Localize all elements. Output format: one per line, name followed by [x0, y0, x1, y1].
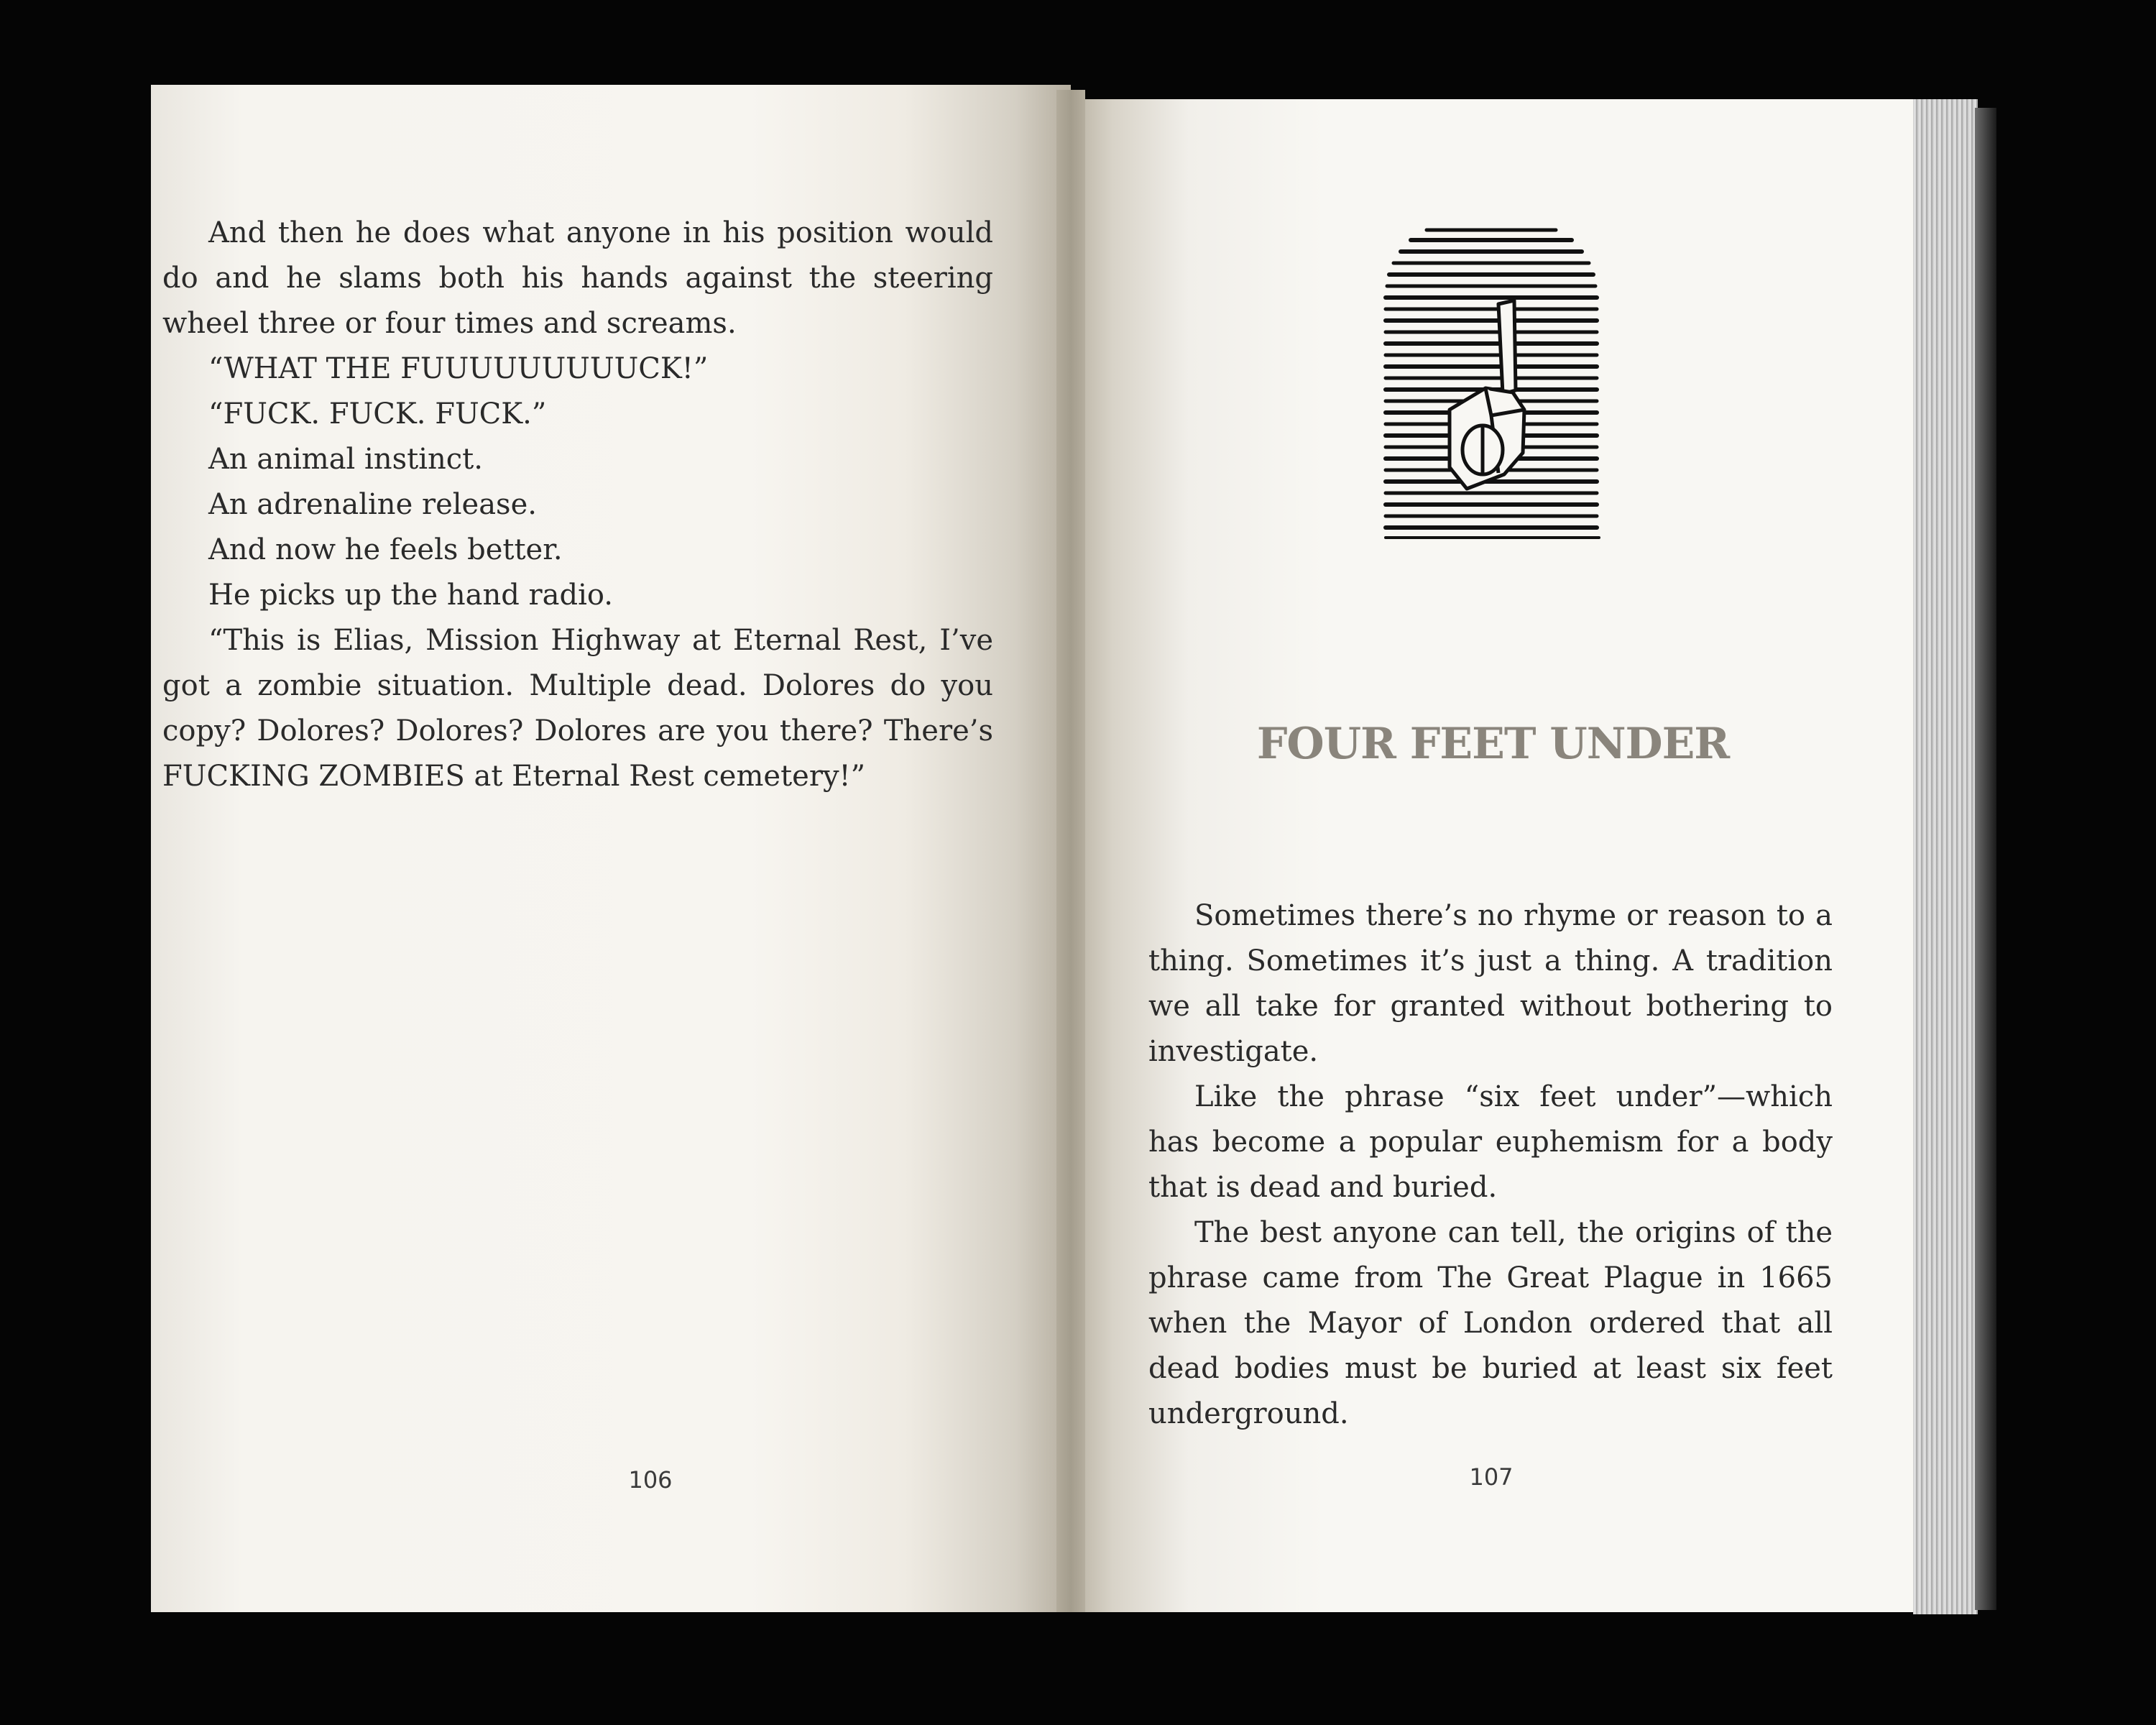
- right-page-text: [1148, 893, 1833, 1437]
- paragraph: He picks up the hand radio.: [208, 579, 614, 612]
- paragraph: “This is Elias, Mission Highway at Eternal Rest, I’ve got a zombie situation. Multiple dead. Dolores do you copy? Dolores? Dolores? Dolores are you there? There’s FUCKING ZOMBIES at Eternal Rest cemetery!”: [162, 624, 993, 793]
- paragraph: And now he feels better.: [208, 533, 563, 566]
- paragraph: An adrenaline release.: [208, 488, 537, 521]
- page-number-right: 107: [1469, 1463, 1514, 1491]
- paragraph: Like the phrase “six feet under”—which has become a popular euphemism for a body that is dead and buried.: [1148, 1080, 1833, 1204]
- hand-pointing-upward-icon: [1383, 221, 1606, 545]
- paragraph: “FUCK. FUCK. FUCK.”: [208, 397, 547, 431]
- paragraph: “WHAT THE FUUUUUUUUUCK!”: [208, 352, 709, 385]
- paragraph: The best anyone can tell, the origins of the phrase came from The Great Plague in 1665 when the Mayor of London ordered that all dead bodies must be buried at least six feet underground.: [1148, 1216, 1833, 1430]
- chapter-title: FOUR FEET UNDER: [1256, 719, 1730, 769]
- paragraph: Sometimes there’s no rhyme or reason to a thing. Sometimes it’s just a thing. A tradition we all take for granted without bothering to investigate.: [1148, 899, 1833, 1068]
- page-edges-shadow: [1975, 108, 1996, 1610]
- paragraph: An animal instinct.: [208, 443, 483, 476]
- page-edges: [1913, 99, 1978, 1614]
- left-page-text: [162, 211, 993, 799]
- book-gutter: [1056, 90, 1085, 1612]
- paragraph: And then he does what anyone in his position would do and he slams both his hands against the steering wheel three or four times and screams.: [162, 216, 993, 340]
- page-number-left: 106: [628, 1466, 673, 1494]
